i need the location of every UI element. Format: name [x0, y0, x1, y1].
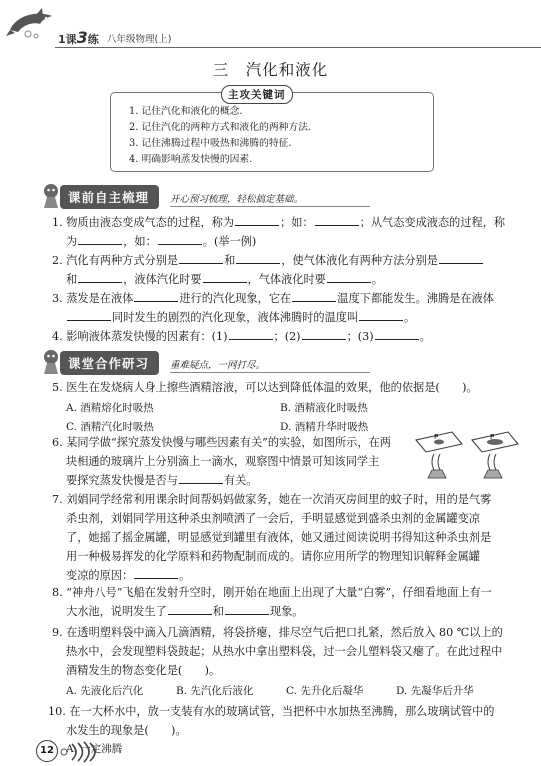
q2-text: ，使气体液化有两种方法分别是	[281, 254, 438, 267]
answer-blank[interactable]	[203, 270, 247, 283]
question-6	[52, 433, 432, 490]
answer-blank[interactable]	[134, 289, 178, 302]
answer-blank[interactable]	[327, 270, 371, 283]
lesson-title: 三 汽化和液化	[212, 61, 329, 79]
question-7	[52, 490, 522, 585]
question-8	[52, 583, 522, 621]
answer-blank[interactable]	[158, 232, 202, 245]
q9-line1: 9. 在透明塑料袋中滴入几滴酒精，将袋挤瘪，排尽空气后把口扎紧，然后放入 80 ℃以上的	[52, 626, 503, 639]
option-b[interactable]: B. 先汽化后液化	[176, 685, 254, 697]
q1-text: 为	[66, 235, 78, 248]
q1-text: 。(举一例)	[202, 235, 257, 248]
q7-line4: 用一种极易挥发的化学原料和药物配制而成的。请你应用所学的物理知识解释金属罐	[66, 550, 480, 563]
answer-blank[interactable]	[179, 251, 223, 264]
q7-text: 。	[179, 569, 191, 582]
goal-item: 2. 记住汽化的两种方式和液化的两种方法.	[129, 122, 312, 133]
q7-line3: 了，她摇了摇金属罐，明显感觉到罐里有液体，她又通过阅读说明书得知这种杀虫剂是	[66, 531, 492, 544]
q10-option-a[interactable]: A. 一定沸腾	[66, 743, 123, 755]
answer-blank[interactable]	[236, 251, 280, 264]
q3-text: 温度下都能发生。沸腾是在液体	[337, 292, 494, 305]
key-goals-box	[110, 89, 434, 172]
q10-line2: 水发生的现象是( )。	[66, 724, 187, 737]
q6-text: 要探究蒸发快慢是否与	[66, 474, 178, 487]
answer-blank[interactable]	[375, 327, 419, 340]
answer-blank[interactable]	[439, 251, 483, 264]
q4-text: 4. 影响液体蒸发快慢的因素有：(1)	[52, 330, 228, 343]
glass-plate-2	[472, 432, 518, 478]
question-9	[52, 623, 522, 700]
evaporation-figure	[412, 428, 522, 480]
q3-text: 3. 蒸发是在液体	[52, 292, 134, 305]
section-title: 课堂合作研习	[60, 351, 159, 375]
header	[0, 0, 541, 50]
question-5	[52, 378, 522, 435]
answer-blank[interactable]	[302, 327, 346, 340]
key-goals-badge: 主攻关键词	[221, 85, 293, 104]
q6-line1: 6. 某同学做“探究蒸发快慢与哪些因素有关”的实验，如图所示，在两	[52, 436, 391, 449]
option-a[interactable]: A. 先液化后汽化	[66, 685, 144, 697]
q2-line1	[52, 251, 522, 270]
question-4	[52, 327, 522, 346]
q1-line2	[52, 232, 512, 251]
section-rule	[170, 206, 370, 207]
q2-text: ，气体液化时要	[247, 273, 326, 286]
q6-line3	[52, 471, 432, 490]
q8-text: 大水池，说明发生了	[66, 605, 167, 618]
q3-line1	[52, 289, 522, 308]
q7-text: 变凉的原因：	[66, 569, 134, 582]
brand	[58, 28, 99, 47]
option-d[interactable]: D. 酒精升华时吸热	[280, 421, 369, 433]
q2-text: 2. 汽化有两种方式分别是	[52, 254, 179, 267]
q4-text: ；(2)	[273, 330, 301, 343]
footer	[0, 738, 541, 766]
q8-line2	[52, 602, 522, 621]
q3-text: 同时发生的剧烈的汽化现象，液体沸腾时的温度叫	[112, 311, 359, 324]
q6-line2: 块相通的玻璃片上分别滴上一滴水，观察图中情景可知该同学主	[66, 455, 380, 468]
section-tagline: 重难疑点，一网打尽。	[170, 360, 266, 371]
section-tagline: 开心预习梳理，轻松搞定基础。	[170, 194, 304, 205]
answer-blank[interactable]	[229, 327, 273, 340]
brand-post: 练	[87, 33, 99, 46]
glass-plate-1	[416, 432, 462, 478]
section-rule	[170, 372, 370, 373]
answer-blank[interactable]	[315, 213, 359, 226]
goal-item: 1. 记住汽化和液化的概念.	[129, 106, 243, 117]
section-banner-preview	[38, 182, 398, 210]
q2-text: 和	[224, 254, 236, 267]
header-rule	[55, 47, 541, 48]
q1-text: ；从气态变成液态的过程，称	[359, 216, 506, 229]
answer-blank[interactable]	[359, 308, 403, 321]
question-2	[52, 251, 522, 289]
option-c[interactable]: C. 酒精汽化时吸热	[66, 421, 154, 433]
book-subtitle: 八年级物理(上)	[107, 34, 172, 45]
footer-decoration-icon	[58, 740, 104, 764]
answer-blank[interactable]	[179, 471, 223, 484]
page-number: 12	[36, 740, 58, 762]
q4-text: 。	[419, 330, 431, 343]
answer-blank[interactable]	[235, 213, 279, 226]
q7-line1: 7. 刘娟同学经常利用课余时间帮妈妈做家务，她在一次消灭房间里的蚊子时，用的是气雾	[52, 493, 492, 506]
q9-line2: 热水中，会发现塑料袋鼓起；从热水中拿出塑料袋，过一会儿塑料袋又瘪了。在此过程中	[66, 645, 503, 658]
dolphin-logo-icon	[6, 6, 58, 40]
option-d[interactable]: D. 先凝华后升华	[396, 685, 474, 697]
q1-line1	[52, 213, 512, 232]
answer-blank[interactable]	[67, 308, 111, 321]
option-c[interactable]: C. 先升化后凝华	[286, 685, 364, 697]
q3-line2	[52, 308, 522, 327]
answer-blank[interactable]	[134, 566, 178, 579]
q8-text: 和	[212, 605, 224, 618]
q1-text: 1. 物质由液态变成气态的过程，称为	[52, 216, 235, 229]
q9-options	[52, 680, 522, 700]
q8-text: 现象。	[269, 605, 304, 618]
q10-line1: 10. 在一大杯水中，放一支装有水的玻璃试管，当把杯中水加热至沸腾，那么玻璃试管中的	[48, 705, 495, 718]
section-title: 课前自主梳理	[60, 185, 159, 209]
q2-text: ，液体汽化时要	[123, 273, 202, 286]
q2-line2	[52, 270, 522, 289]
fig-label: P	[490, 433, 495, 441]
q8-line1: 8. “神舟八号”飞船在发射升空时，刚开始在地面上出现了大量“白雾”，仔细看地面上有一	[52, 586, 492, 599]
answer-blank[interactable]	[292, 289, 336, 302]
q2-text: 。	[371, 273, 384, 286]
q1-text: ；如：	[280, 216, 314, 229]
q7-line2: 杀虫剂，刘娟同学用这种杀虫剂喷洒了一会后，手明显感觉到盛杀虫剂的金属罐变凉	[66, 512, 480, 525]
goal-item: 4. 明确影响蒸发快慢的因素.	[129, 154, 253, 165]
goal-item: 3. 记住沸腾过程中吸热和沸腾的特征.	[129, 138, 292, 149]
answer-blank[interactable]	[78, 232, 122, 245]
question-3	[52, 289, 522, 327]
brand-num: 3	[76, 28, 88, 47]
q3-text: 。	[404, 311, 416, 324]
q5-stem: 5. 医生在发烧病人身上擦些酒精溶液，可以达到降低体温的效果，他的依据是( )。	[52, 381, 478, 394]
answer-blank[interactable]	[168, 602, 212, 615]
question-1	[52, 213, 512, 251]
q1-text: ，如：	[123, 235, 157, 248]
q9-line3: 酒精发生的物态变化是( )。	[66, 664, 221, 677]
q6-text: 有关。	[223, 474, 258, 487]
answer-blank[interactable]	[78, 270, 122, 283]
fig-label: P	[434, 433, 439, 441]
q2-text: 和	[66, 273, 78, 286]
q4-text: ；(3)	[346, 330, 374, 343]
q3-text: 进行的汽化现象，它在	[179, 292, 292, 305]
option-b[interactable]: B. 酒精液化时吸热	[280, 402, 368, 414]
brand-pre: 1课	[58, 33, 77, 46]
answer-blank[interactable]	[225, 602, 269, 615]
option-a[interactable]: A. 酒精熔化时吸热	[66, 402, 154, 414]
section-banner-class	[38, 348, 398, 376]
